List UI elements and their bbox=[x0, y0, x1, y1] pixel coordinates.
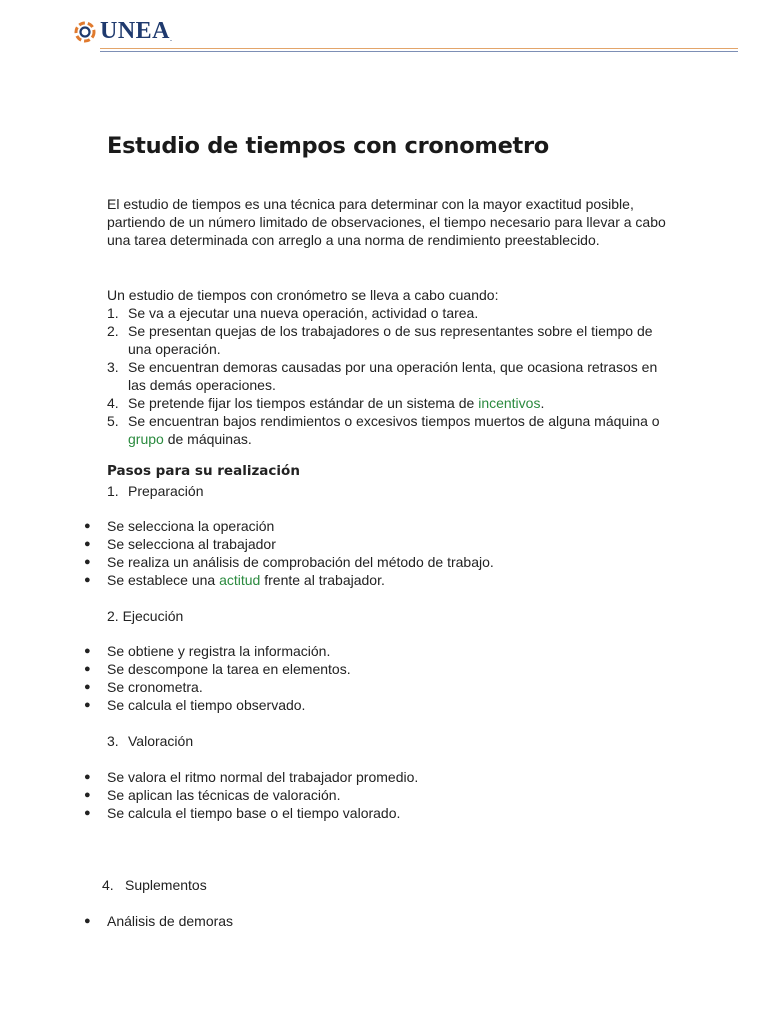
actitud-link[interactable]: actitud bbox=[219, 572, 261, 588]
item-text: Se encuentran demoras causadas por una operación lenta, que ocasiona retrasos en las demás operaciones. bbox=[128, 359, 658, 393]
item-text bbox=[107, 571, 385, 589]
item-number: 2. bbox=[107, 323, 119, 339]
list-item bbox=[107, 304, 667, 322]
item-number: 1. bbox=[107, 305, 119, 321]
bullet-icon: ● bbox=[84, 663, 91, 675]
step4-heading bbox=[102, 876, 207, 894]
step1-list bbox=[84, 517, 494, 589]
step-number: 1. bbox=[107, 483, 119, 499]
bullet-icon: ● bbox=[84, 915, 91, 927]
list-item bbox=[84, 660, 351, 678]
list-item bbox=[84, 642, 351, 660]
step-number: 3. bbox=[107, 733, 119, 749]
bullet-icon: ● bbox=[84, 807, 91, 819]
item-text: Se obtiene y registra la información. bbox=[107, 643, 331, 659]
item-text bbox=[128, 412, 667, 448]
item-text: Se realiza un análisis de comprobación del método de trabajo. bbox=[107, 554, 494, 570]
list-item bbox=[84, 678, 351, 696]
item-text-pre: Se establece una bbox=[107, 572, 220, 588]
item-text: Se presentan quejas de los trabajadores o de sus representantes sobre el tiempo de una operación. bbox=[128, 323, 653, 357]
item-text: Se valora el ritmo normal del trabajador promedio. bbox=[107, 769, 419, 785]
item-text-pre: Se pretende fijar los tiempos estándar de un sistema de bbox=[128, 395, 479, 411]
item-text: Análisis de demoras bbox=[107, 913, 234, 929]
list-item bbox=[84, 535, 494, 553]
list-item bbox=[107, 322, 667, 358]
step-label: Valoración bbox=[128, 733, 194, 749]
header-rule-orange bbox=[100, 48, 738, 49]
step3-list bbox=[84, 768, 418, 822]
logo-text: UNEA bbox=[100, 18, 171, 44]
incentivos-link[interactable]: incentivos bbox=[478, 395, 541, 411]
grupo-link[interactable]: grupo bbox=[128, 431, 164, 447]
item-text: Se calcula el tiempo base o el tiempo valorado. bbox=[107, 805, 401, 821]
list-item bbox=[84, 571, 494, 589]
list-item bbox=[84, 912, 233, 930]
list-item bbox=[84, 786, 418, 804]
item-text: Se va a ejecutar una nueva operación, actividad o tarea. bbox=[128, 305, 479, 321]
item-text: Se selecciona la operación bbox=[107, 518, 275, 534]
step2-list bbox=[84, 642, 351, 714]
item-text: Se descompone la tarea en elementos. bbox=[107, 661, 351, 677]
item-text-pre: Se encuentran bajos rendimientos o excesivos tiempos muertos de alguna máquina o bbox=[128, 413, 660, 429]
steps-heading: Pasos para su realización bbox=[107, 463, 300, 479]
item-number: 3. bbox=[107, 359, 119, 375]
unea-logo bbox=[72, 18, 172, 45]
bullet-icon: ● bbox=[84, 556, 91, 568]
step-label: Preparación bbox=[128, 483, 204, 499]
step1-heading bbox=[107, 482, 204, 500]
bullet-icon: ● bbox=[84, 520, 91, 532]
item-number: 5. bbox=[107, 413, 119, 429]
item-text-post: de máquinas. bbox=[163, 431, 252, 447]
item-number: 4. bbox=[107, 395, 119, 411]
header-rule-blue bbox=[100, 51, 738, 52]
step4-list bbox=[84, 912, 233, 930]
bullet-icon: ● bbox=[84, 699, 91, 711]
item-text: Se aplican las técnicas de valoración. bbox=[107, 787, 341, 803]
step3-heading bbox=[107, 732, 193, 750]
bullet-icon: ● bbox=[84, 789, 91, 801]
bullet-icon: ● bbox=[84, 574, 91, 586]
step2-heading: 2. Ejecución bbox=[107, 608, 184, 624]
list-item bbox=[84, 553, 494, 571]
bullet-icon: ● bbox=[84, 645, 91, 657]
item-text-post: . bbox=[540, 395, 545, 411]
step-number: 4. bbox=[102, 877, 114, 893]
item-text: Se selecciona al trabajador bbox=[107, 536, 276, 552]
bullet-icon: ● bbox=[84, 681, 91, 693]
list-item bbox=[84, 768, 418, 786]
when-list bbox=[107, 304, 667, 448]
item-text bbox=[128, 394, 544, 412]
list-item bbox=[84, 804, 418, 822]
bullet-icon: ● bbox=[84, 771, 91, 783]
unea-emblem-icon bbox=[72, 19, 98, 45]
list-item bbox=[107, 358, 667, 394]
intro-paragraph: El estudio de tiempos es una técnica para determinar con la mayor exactitud posible, partiendo de un número limitado de observaciones, el tiempo necesario para llevar a cabo una tarea determinada con arreglo a una norma de rendimiento preestablecido. bbox=[107, 196, 666, 248]
logo-dot: . bbox=[170, 34, 173, 43]
item-text: Se cronometra. bbox=[107, 679, 203, 695]
list-item bbox=[84, 517, 494, 535]
step-label: Suplementos bbox=[125, 877, 207, 893]
page-title: Estudio de tiempos con cronometro bbox=[107, 133, 549, 159]
list-item bbox=[107, 394, 667, 412]
item-text-post: frente al trabajador. bbox=[260, 572, 385, 588]
when-intro: Un estudio de tiempos con cronómetro se lleva a cabo cuando: bbox=[107, 287, 499, 303]
list-item bbox=[84, 696, 351, 714]
item-text: Se calcula el tiempo observado. bbox=[107, 697, 306, 713]
bullet-icon: ● bbox=[84, 538, 91, 550]
list-item bbox=[107, 412, 667, 448]
